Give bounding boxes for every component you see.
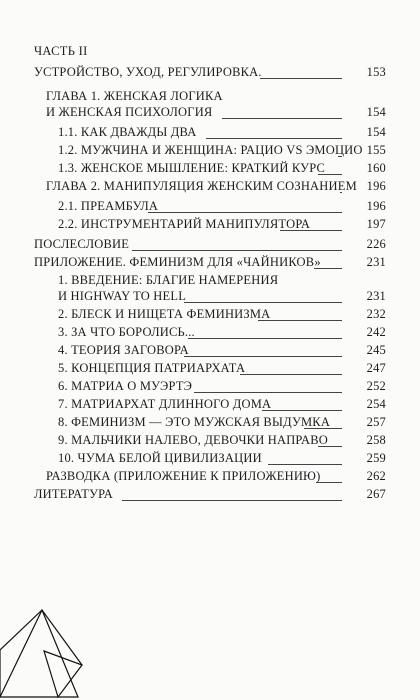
toc-entry — [46, 104, 386, 120]
toc-entry-page: 252 — [366, 379, 386, 393]
toc-entry-title: 8. ФЕМИНИЗМ — ЭТО МУЖСКАЯ ВЫДУМКА — [58, 415, 331, 429]
toc-entry — [58, 414, 386, 430]
leader-line — [260, 78, 342, 79]
leader-line — [262, 410, 342, 411]
leader-line — [304, 428, 342, 429]
toc-entry-title: 5. КОНЦЕПЦИЯ ПАТРИАРХАТА — [58, 361, 246, 375]
leader-line — [184, 356, 342, 357]
toc-entry-title: УСТРОЙСТВО, УХОД, РЕГУЛИРОВКА. — [34, 65, 262, 79]
toc-entry-page: 154 — [366, 105, 386, 119]
toc-entry — [58, 216, 386, 232]
toc-entry-page: 226 — [366, 237, 386, 251]
toc-entry — [58, 288, 386, 304]
toc-entry-page: 196 — [366, 179, 386, 193]
leader-line — [132, 250, 342, 251]
toc-entry — [46, 88, 386, 104]
leader-line — [148, 212, 342, 213]
toc-entry — [58, 198, 386, 214]
leader-line — [340, 192, 342, 193]
toc-entry — [58, 396, 386, 412]
toc-entry-page: 196 — [366, 199, 386, 213]
toc-entry — [58, 432, 386, 448]
corner-decoration — [0, 605, 110, 700]
toc-entry-page: 258 — [366, 433, 386, 447]
toc-entry-page: 267 — [366, 487, 386, 501]
part-label: ЧАСТЬ II — [34, 44, 88, 58]
toc-entry-title: РАЗВОДКА (ПРИЛОЖЕНИЕ К ПРИЛОЖЕНИЮ) — [46, 469, 321, 483]
toc-entry-title: ЛИТЕРАТУРА — [34, 487, 113, 501]
toc-entry-page: 254 — [366, 397, 386, 411]
toc-entry-title: ГЛАВА 2. МАНИПУЛЯЦИЯ ЖЕНСКИМ СОЗНАНИЕМ — [46, 179, 357, 193]
leader-line — [122, 500, 342, 501]
leader-line — [314, 268, 342, 269]
leader-line — [188, 338, 342, 339]
leader-line — [206, 138, 342, 139]
toc-entry-title: 1. ВВЕДЕНИЕ: БЛАГИЕ НАМЕРЕНИЯ — [58, 273, 279, 287]
toc-entry-page: 153 — [366, 65, 386, 79]
toc-entry-page: 262 — [366, 469, 386, 483]
leader-line — [316, 482, 342, 483]
leader-line — [222, 118, 342, 119]
toc-entry-page: 155 — [366, 143, 386, 157]
toc-entry-title: ГЛАВА 1. ЖЕНСКАЯ ЛОГИКА — [46, 89, 223, 103]
toc-entry-page: 259 — [366, 451, 386, 465]
toc-entry — [58, 360, 386, 376]
toc-entry — [58, 450, 386, 466]
leader-line — [280, 230, 342, 231]
leader-line — [194, 392, 342, 393]
toc-entry-title: 1.3. ЖЕНСКОЕ МЫШЛЕНИЕ: КРАТКИЙ КУРС — [58, 161, 326, 175]
toc-entry-page: 154 — [366, 125, 386, 139]
leader-line — [338, 156, 342, 157]
toc-entry — [58, 142, 386, 158]
toc-entry-page: 160 — [366, 161, 386, 175]
toc-entry-title: И ЖЕНСКАЯ ПСИХОЛОГИЯ — [46, 105, 213, 119]
toc-entry-title: 2.2. ИНСТРУМЕНТАРИЙ МАНИПУЛЯТОРА — [58, 217, 311, 231]
toc-entry — [34, 236, 386, 252]
toc-entry-title: 1.1. КАК ДВАЖДЫ ДВА — [58, 125, 197, 139]
toc-entry-title: 2.1. ПРЕАМБУЛА — [58, 199, 159, 213]
toc-entry-page: 231 — [366, 255, 386, 269]
toc-entry — [58, 160, 386, 176]
toc-entry-page: 242 — [366, 325, 386, 339]
toc-entry-title: 4. ТЕОРИЯ ЗАГОВОРА — [58, 343, 189, 357]
leader-line — [268, 464, 342, 465]
toc-entry-page: 257 — [366, 415, 386, 429]
toc-entry — [34, 486, 386, 502]
toc-entry-title: 6. МАТРИА О МУЭРТЭ — [58, 379, 193, 393]
toc-entry-title: 10. ЧУМА БЕЛОЙ ЦИВИЛИЗАЦИИ — [58, 451, 262, 465]
toc-entry — [58, 324, 386, 340]
toc-entry-title: 1.2. МУЖЧИНА И ЖЕНЩИНА: РАЦИО VS ЭМОЦИО — [58, 143, 363, 157]
leader-line — [318, 174, 342, 175]
toc-entry-title: 7. МАТРИАРХАТ ДЛИННОГО ДОМА — [58, 397, 272, 411]
toc-entry — [34, 64, 386, 80]
toc-entry — [58, 124, 386, 140]
toc-entry — [58, 342, 386, 358]
toc-entry — [34, 254, 386, 270]
toc-entry-title: ПОСЛЕСЛОВИЕ — [34, 237, 130, 251]
toc-entry-title: 3. ЗА ЧТО БОРОЛИСЬ... — [58, 325, 195, 339]
toc-entry-title: ПРИЛОЖЕНИЕ. ФЕМИНИЗМ ДЛЯ «ЧАЙНИКОВ» — [34, 255, 321, 269]
toc-entry-page: 197 — [366, 217, 386, 231]
leader-line — [258, 320, 342, 321]
leader-line — [240, 374, 342, 375]
toc-entry-title: 9. МАЛЬЧИКИ НАЛЕВО, ДЕВОЧКИ НАПРАВО — [58, 433, 328, 447]
toc-entry — [46, 178, 386, 194]
toc-entry-page: 232 — [366, 307, 386, 321]
toc-entry-page: 245 — [366, 343, 386, 357]
toc-entry — [58, 306, 386, 322]
toc-entry-page: 231 — [366, 289, 386, 303]
toc-entry — [58, 272, 386, 288]
leader-line — [184, 302, 342, 303]
leader-line — [318, 446, 342, 447]
toc-entry-title: И HIGHWAY TO HELL — [58, 289, 187, 303]
toc-entry-title: 2. БЛЕСК И НИЩЕТА ФЕМИНИЗМА — [58, 307, 271, 321]
toc-entry-page: 247 — [366, 361, 386, 375]
toc-entry — [58, 378, 386, 394]
toc-entry — [46, 468, 386, 484]
